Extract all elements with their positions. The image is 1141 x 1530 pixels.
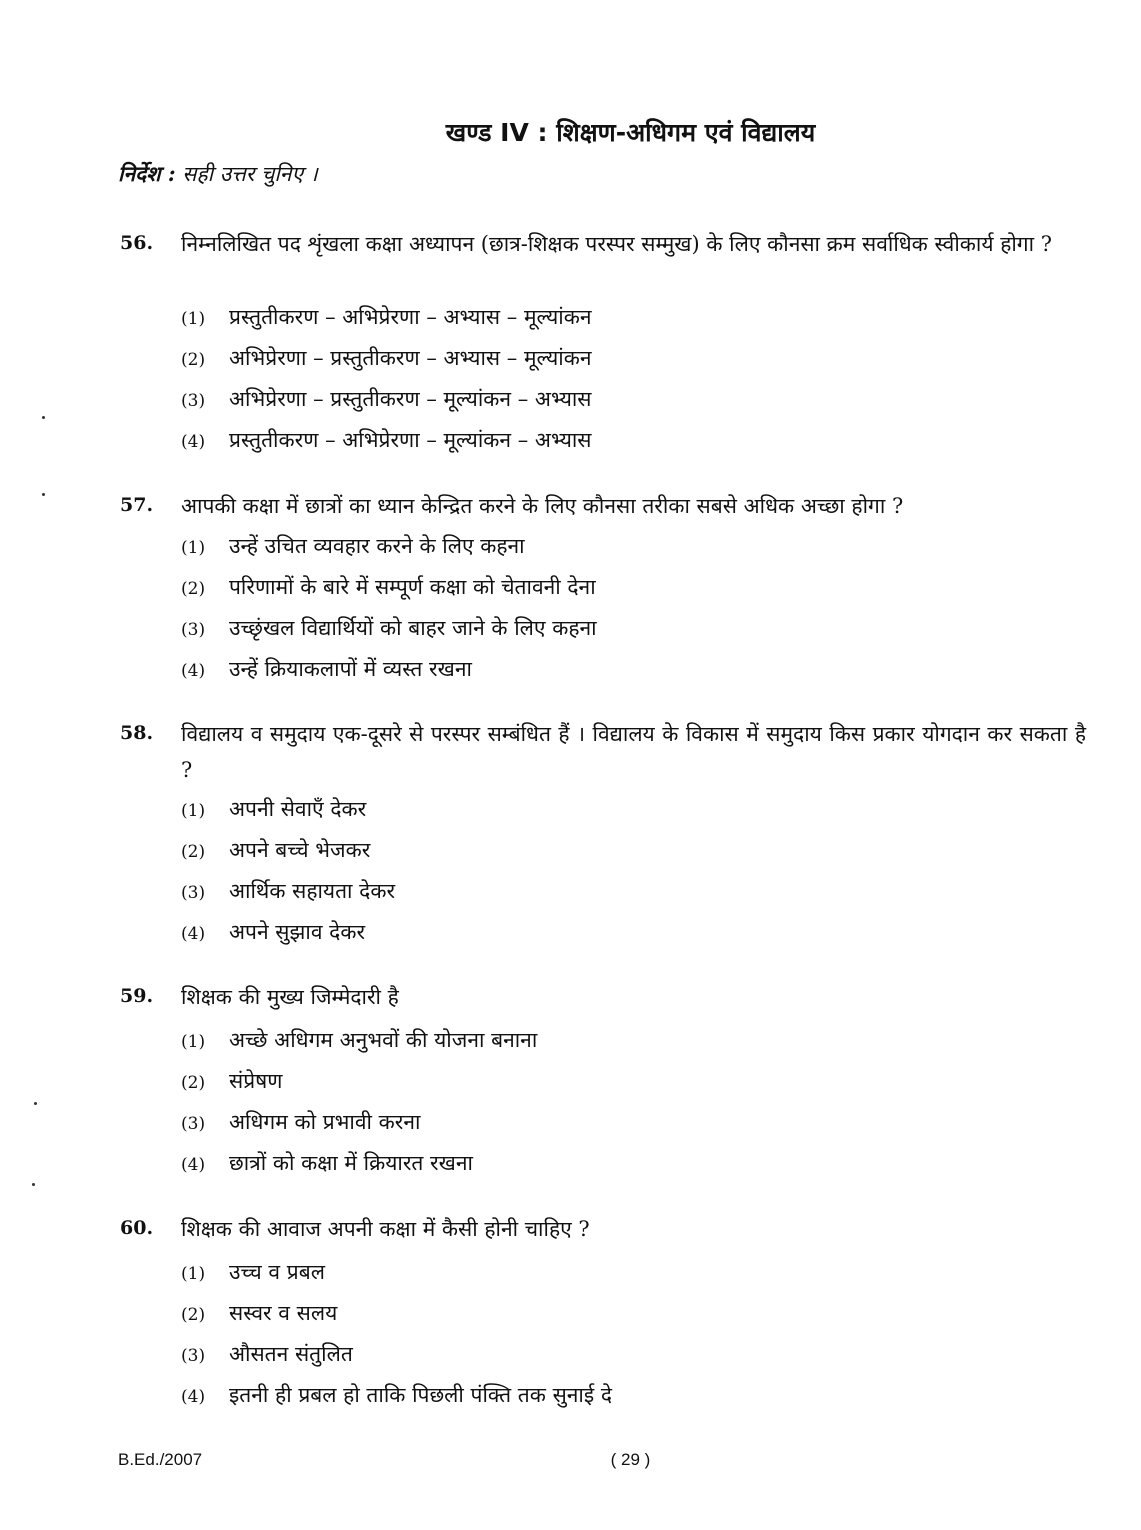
question-number: 56. <box>120 232 154 254</box>
option-number: (1) <box>181 801 206 821</box>
instruction <box>118 160 318 188</box>
option-number: (4) <box>181 432 206 452</box>
option-list <box>181 1252 612 1416</box>
option-4 <box>181 1143 537 1184</box>
option-text: संप्रेषण <box>229 1069 283 1093</box>
option-text: छात्रों को कक्षा में क्रियारत रखना <box>229 1151 473 1175</box>
scan-speck <box>34 1102 37 1105</box>
option-list <box>181 1020 537 1184</box>
option-text: प्रस्तुतीकरण – अभिप्रेरणा – मूल्यांकन – अभ्यास <box>229 428 592 452</box>
option-number: (2) <box>181 350 206 370</box>
option-number: (4) <box>181 661 206 681</box>
option-3 <box>181 1102 537 1143</box>
option-text: अभिप्रेरणा – प्रस्तुतीकरण – मूल्यांकन – अभ्यास <box>229 387 592 411</box>
option-text: उच्च व प्रबल <box>229 1260 325 1284</box>
option-4 <box>181 1375 612 1416</box>
question-text: निम्नलिखित पद शृंखला कक्षा अध्यापन (छात्र-शिक्षक परस्पर सम्मुख) के लिए कौनसा क्रम सर्वाधिक स्वीकार्य होगा ? <box>181 232 1052 256</box>
option-1 <box>181 1252 612 1293</box>
option-4 <box>181 649 597 690</box>
option-list <box>181 297 592 461</box>
option-text: अच्छे अधिगम अनुभवों की योजना बनाना <box>229 1028 538 1052</box>
question-text: शिक्षक की आवाज अपनी कक्षा में कैसी होनी चाहिए ? <box>181 1217 590 1241</box>
question-number: 58. <box>120 722 154 744</box>
question-number: 59. <box>120 985 154 1007</box>
option-text: आर्थिक सहायता देकर <box>229 879 396 903</box>
option-4 <box>181 420 592 461</box>
option-3 <box>181 1334 612 1375</box>
option-number: (3) <box>181 1346 206 1366</box>
option-number: (2) <box>181 1073 206 1093</box>
option-number: (4) <box>181 1387 206 1407</box>
option-number: (2) <box>181 842 206 862</box>
option-text: अपनी सेवाएँ देकर <box>229 797 367 821</box>
option-1 <box>181 1020 537 1061</box>
option-text: औसतन संतुलित <box>229 1342 353 1366</box>
option-text: सस्वर व सलय <box>229 1301 338 1325</box>
option-list <box>181 789 395 953</box>
option-number: (3) <box>181 620 206 640</box>
option-text: इतनी ही प्रबल हो ताकि पिछली पंक्ति तक सुनाई दे <box>229 1383 612 1407</box>
option-text: परिणामों के बारे में सम्पूर्ण कक्षा को चेतावनी देना <box>229 575 596 599</box>
option-text: अभिप्रेरणा – प्रस्तुतीकरण – अभ्यास – मूल्यांकन <box>229 346 592 370</box>
option-number: (4) <box>181 924 206 944</box>
option-1 <box>181 526 597 567</box>
scan-speck <box>32 1183 35 1186</box>
option-text: अधिगम को प्रभावी करना <box>229 1110 421 1134</box>
option-text: अपने बच्चे भेजकर <box>229 838 371 862</box>
option-2 <box>181 830 395 871</box>
option-2 <box>181 1293 612 1334</box>
option-2 <box>181 567 597 608</box>
section-title: खण्ड IV : शिक्षण-अधिगम एवं विद्यालय <box>445 118 816 147</box>
option-3 <box>181 871 395 912</box>
option-1 <box>181 297 592 338</box>
option-number: (1) <box>181 1032 206 1052</box>
instruction-label: निर्देश : <box>118 161 176 186</box>
page-number: ( 29 ) <box>610 1450 651 1469</box>
exam-code: B.Ed./2007 <box>118 1450 203 1469</box>
option-4 <box>181 912 395 953</box>
option-2 <box>181 1061 537 1102</box>
option-number: (2) <box>181 579 206 599</box>
option-3 <box>181 379 592 420</box>
scan-speck <box>42 493 45 496</box>
option-number: (2) <box>181 1305 206 1325</box>
question-number: 60. <box>120 1217 154 1239</box>
option-number: (3) <box>181 883 206 903</box>
instruction-text: सही उत्तर चुनिए । <box>182 162 318 186</box>
question-text: शिक्षक की मुख्य जिम्मेदारी है <box>181 985 399 1009</box>
option-2 <box>181 338 592 379</box>
option-text: अपने सुझाव देकर <box>229 920 366 944</box>
option-number: (1) <box>181 1264 206 1284</box>
option-number: (1) <box>181 538 206 558</box>
question-text: आपकी कक्षा में छात्रों का ध्यान केन्द्रित करने के लिए कौनसा तरीका सबसे अधिक अच्छा होगा ? <box>181 494 904 518</box>
question-number: 57. <box>120 494 154 516</box>
option-number: (1) <box>181 309 206 329</box>
option-text: उन्हें उचित व्यवहार करने के लिए कहना <box>229 534 525 558</box>
option-number: (3) <box>181 391 206 411</box>
option-text: उन्हें क्रियाकलापों में व्यस्त रखना <box>229 657 472 681</box>
option-number: (3) <box>181 1114 206 1134</box>
scan-speck <box>42 416 45 419</box>
option-text: उच्छृंखल विद्यार्थियों को बाहर जाने के लिए कहना <box>229 616 597 640</box>
option-1 <box>181 789 395 830</box>
option-3 <box>181 608 597 649</box>
option-list <box>181 526 597 690</box>
question-text: विद्यालय व समुदाय एक-दूसरे से परस्पर सम्बंधित हैं । विद्यालय के विकास में समुदाय किस प्रकार योगदान कर सकता है ? <box>181 722 1086 782</box>
option-text: प्रस्तुतीकरण – अभिप्रेरणा – अभ्यास – मूल्यांकन <box>229 305 592 329</box>
option-number: (4) <box>181 1155 206 1175</box>
